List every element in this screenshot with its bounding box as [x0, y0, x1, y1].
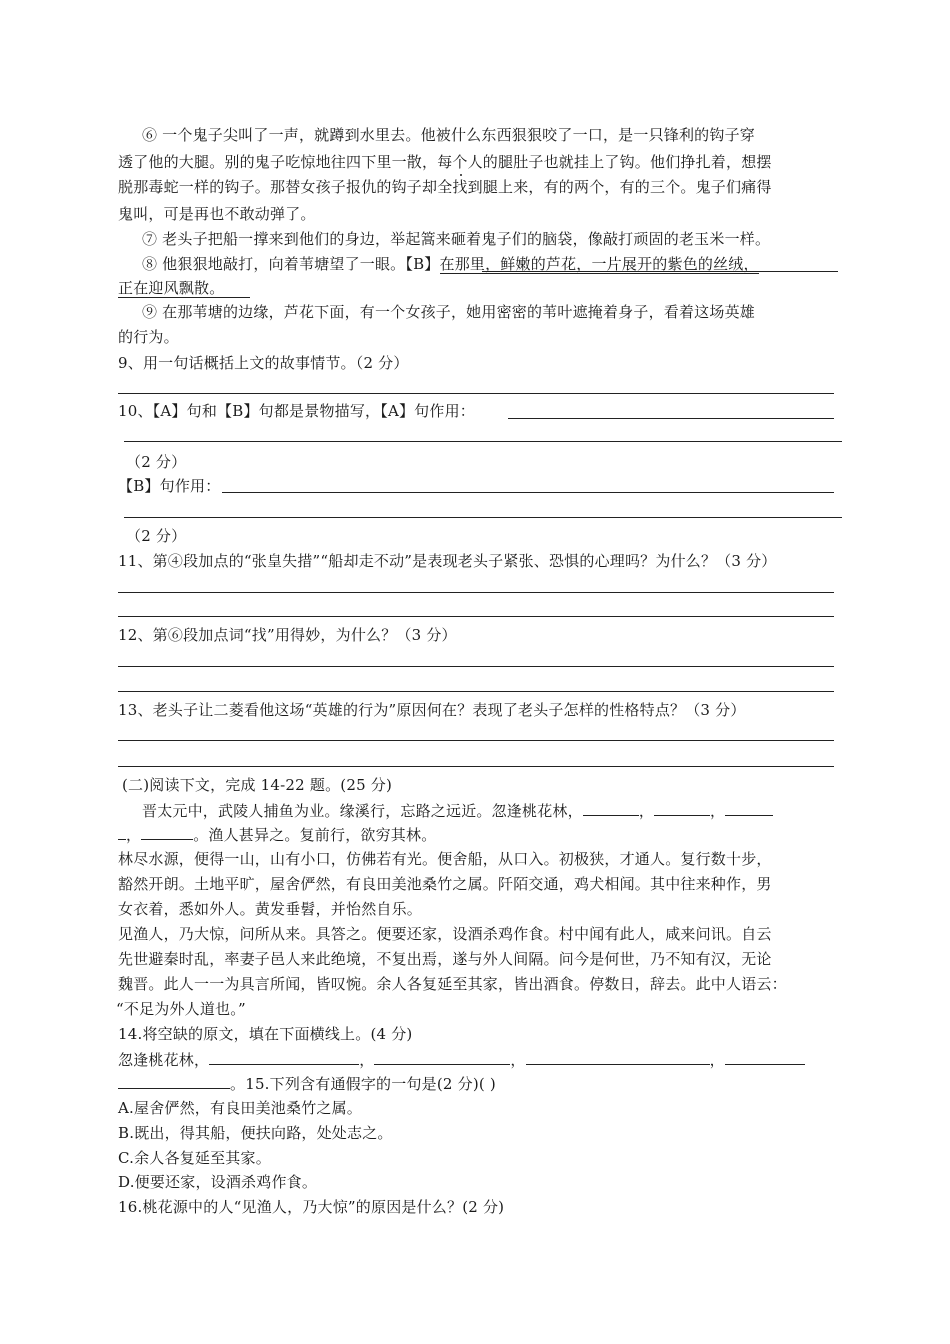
- q14-blank-2[interactable]: [374, 1050, 510, 1065]
- passage-p6-line3: 脱那毒蛇一样的钩子。那替女孩子报仇的钩子却全找到腿上来，有的两个，有的三个。鬼子们痛得: [118, 178, 772, 196]
- answer-line-q10-a[interactable]: [508, 418, 834, 419]
- passage-p7: ⑦ 老头子把船一撑来到他们的身边，举起篙来砸着鬼子们的脑袋，像敲打顽固的老玉米一样。: [142, 230, 771, 248]
- sentence-b-underline: [482, 271, 838, 272]
- blank-3a[interactable]: [725, 801, 773, 816]
- passage-p9-line2: 的行为。: [118, 328, 179, 346]
- passage-p8-line2: 正在迎风飘散。: [118, 279, 225, 297]
- option-b[interactable]: B.既出，得其船，便扶向路，处处志之。: [118, 1124, 393, 1142]
- answer-line-q12-2[interactable]: [118, 691, 834, 692]
- answer-line-q9[interactable]: [118, 393, 834, 394]
- question-10-a: 10、【A】句和【B】句都是景物描写，【A】句作用：: [118, 402, 475, 420]
- question-15-line: [118, 1074, 496, 1093]
- passage-p8-line1: ⑧ 他狠狠地敲打，向着苇塘望了一眼。【B】在那里，鲜嫩的芦花，一片展开的紫色的丝绒，: [142, 255, 759, 273]
- option-d[interactable]: D.便要还家，设酒杀鸡作食。: [118, 1173, 318, 1191]
- question-10-score-2: （2 分）: [126, 527, 187, 545]
- q14-blank-1[interactable]: [209, 1050, 359, 1065]
- answer-line-q10-b2[interactable]: [124, 517, 842, 518]
- question-10-score-1: （2 分）: [126, 453, 187, 471]
- passage-p6-line2: 透了他的大腿。别的鬼子吃惊地往四下里一散，每个人的腿肚子也就挂上了钩。他们挣扎着，想摆: [118, 153, 772, 171]
- taohua-line2: ， 。渔人甚异之。复前行，欲穷其林。: [118, 825, 436, 844]
- option-a[interactable]: A.屋舍俨然，有良田美池桑竹之属。: [118, 1099, 363, 1117]
- question-14-fill: 忽逢桃花林， ， ， ，: [118, 1050, 805, 1069]
- question-13: 13、老头子让二菱看他这场“英雄的行为”原因何在？表现了老头子怎样的性格特点？（3 分）: [118, 701, 746, 719]
- answer-line-q11-1[interactable]: [118, 592, 834, 593]
- question-11: 11、第④段加点的“张皇失措”“船却走不动”是表现老头子紧张、恐惧的心理吗？为什么？（3 分）: [118, 552, 777, 570]
- sentence-b-underline-2: [118, 297, 250, 298]
- taohua-line6: 见渔人，乃大惊，问所从来。具答之。便要还家，设酒杀鸡作食。村中闻有此人，咸来问讯。自云: [118, 925, 772, 943]
- answer-line-q11-2[interactable]: [118, 616, 834, 617]
- section-2-heading: (二)阅读下文，完成 14-22 题。(25 分): [122, 776, 393, 794]
- blank-4[interactable]: [141, 825, 193, 840]
- q14-blank-3[interactable]: [526, 1050, 710, 1065]
- taohua-line4: 豁然开朗。土地平旷，屋舍俨然，有良田美池桑竹之属。阡陌交通，鸡犬相闻。其中往来种作，男: [118, 875, 772, 893]
- taohua-line5: 女衣着，悉如外人。黄发垂髫，并怡然自乐。: [118, 900, 423, 918]
- taohua-line3: 林尽水源，便得一山，山有小口，仿佛若有光。便舍船，从口入。初极狭，才通人。复行数十步，: [118, 850, 772, 868]
- sentence-b-underlined: 在那里，鲜嫩的芦花，一片展开的紫色的丝绒，: [439, 255, 759, 273]
- answer-line-q13-2[interactable]: [118, 766, 834, 767]
- question-12: 12、第⑥段加点词“找”用得妙，为什么？（3 分）: [118, 626, 457, 644]
- passage-p6-line4: 鬼叫，可是再也不敢动弹了。: [118, 205, 316, 223]
- question-15: 。15.下列含有通假字的一句是(2 分)( ): [230, 1075, 496, 1093]
- question-9: 9、用一句话概括上文的故事情节。（2 分）: [118, 354, 409, 372]
- answer-line-q13-1[interactable]: [118, 740, 834, 741]
- blank-1[interactable]: [583, 801, 639, 816]
- answer-line-q10-b[interactable]: [222, 492, 834, 493]
- blank-2[interactable]: [654, 801, 710, 816]
- q14-blank-4a[interactable]: [725, 1050, 805, 1065]
- question-16: 16.桃花源中的人“见渔人，乃大惊”的原因是什么？(2 分): [118, 1198, 505, 1216]
- option-c[interactable]: C.余人各复延至其家。: [118, 1149, 271, 1167]
- taohua-line8: 魏晋。此人一一为具言所闻，皆叹惋。余人各复延至其家，皆出酒食。停数日，辞去。此中人语云：: [118, 975, 787, 993]
- taohua-line7: 先世避秦时乱，率妻子邑人来此绝境，不复出焉，遂与外人间隔。问今是何世，乃不知有汉，无论: [118, 950, 772, 968]
- question-14: 14.将空缺的原文，填在下面横线上。(4 分): [118, 1025, 413, 1043]
- dotted-word-zhao: 找: [452, 178, 468, 196]
- passage-p6-line1: ⑥ 一个鬼子尖叫了一声，就蹲到水里去。他被什么东西狠狠咬了一口，是一只锋利的钩子穿: [142, 126, 755, 144]
- passage-p9-line1: ⑨ 在那苇塘的边缘，芦花下面，有一个女孩子，她用密密的苇叶遮掩着身子，看着这场英雄: [142, 303, 755, 321]
- question-10-b: 【B】句作用：: [118, 477, 221, 495]
- taohua-line9: “不足为外人道也。”: [116, 1000, 246, 1018]
- blank-3b[interactable]: [118, 825, 126, 840]
- q14-blank-4b[interactable]: [118, 1074, 230, 1089]
- taohua-line1: 晋太元中，武陵人捕鱼为业。缘溪行，忘路之远近。忽逢桃花林， ， ，: [142, 801, 773, 820]
- answer-line-q12-1[interactable]: [118, 666, 834, 667]
- answer-line-q10-a2[interactable]: [124, 441, 842, 442]
